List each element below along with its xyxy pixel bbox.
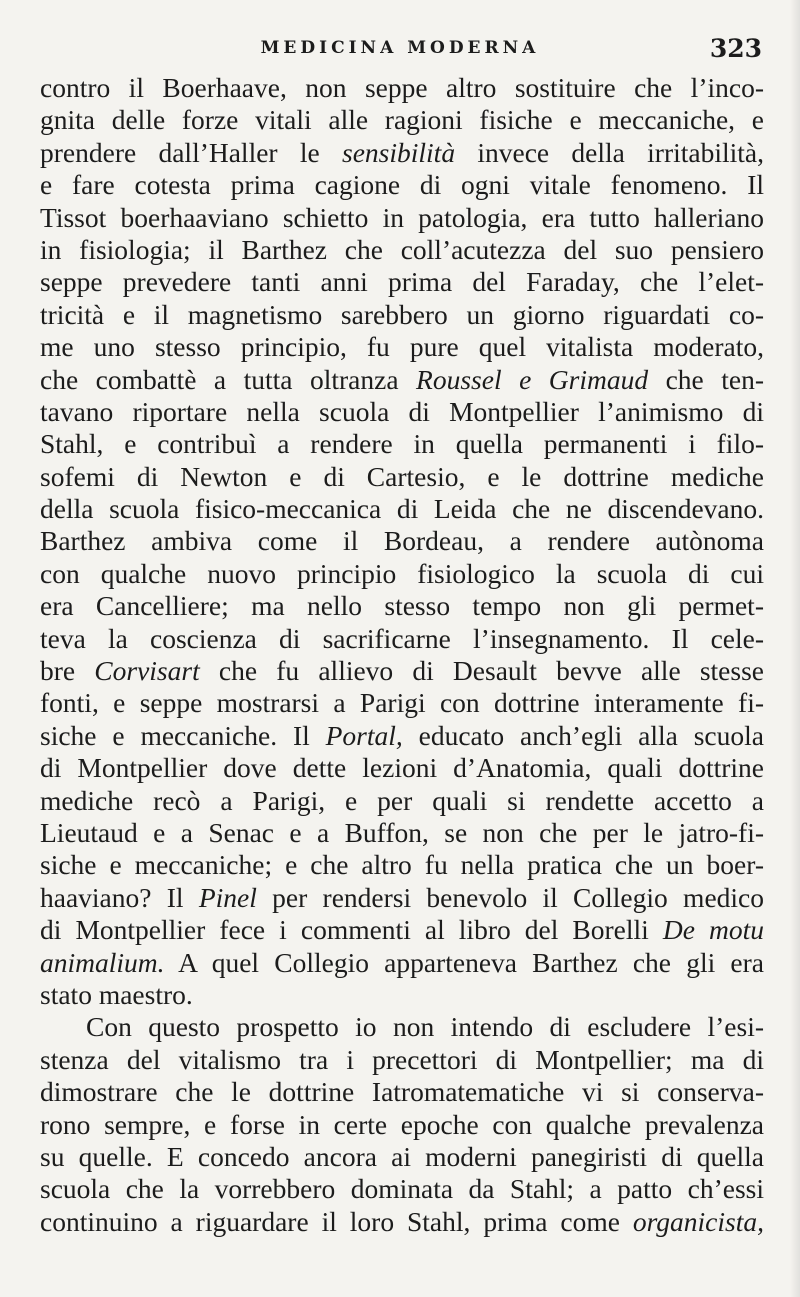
text-line: siche e meccaniche. Il Portal, educato anch’egli alla scuola xyxy=(40,719,764,751)
text-line: seppe prevedere tanti anni prima del Faraday, che l’elet- xyxy=(40,266,764,298)
text-line: prendere dall’Haller le sensibilità invece della irritabilità, xyxy=(40,136,764,168)
text-line: rono sempre, e forse in certe epoche con qualche prevalenza xyxy=(40,1108,764,1140)
text-line: teva la coscienza di sacrificarne l’insegnamento. Il cele- xyxy=(40,622,764,654)
text-line: e fare cotesta prima cagione di ogni vitale fenomeno. Il xyxy=(40,169,764,201)
text-line: in fisiologia; il Barthez che coll’acutezza del suo pensiero xyxy=(40,233,764,265)
text-line: tavano riportare nella scuola di Montpellier l’animismo di xyxy=(40,395,764,427)
text-line: di Montpellier fece i commenti al libro del Borelli De motu xyxy=(40,914,764,946)
text-line: della scuola fisico-meccanica di Leida che ne discendevano. xyxy=(40,493,764,525)
running-title: MEDICINA MODERNA xyxy=(260,38,540,58)
text-line: bre Corvisart che fu allievo di Desault bevve alle stesse xyxy=(40,655,764,687)
page-number: 323 xyxy=(709,34,762,63)
text-line: Con questo prospetto io non intendo di escludere l’esi- xyxy=(86,1011,764,1043)
scan-edge-shadow xyxy=(790,0,800,1297)
text-line: con qualche nuovo principio fisiologico la scuola di cui xyxy=(40,557,764,589)
text-line: siche e meccaniche; e che altro fu nella pratica che un boer- xyxy=(40,849,764,881)
text-line: stenza del vitalismo tra i precettori di Montpellier; ma di xyxy=(40,1043,764,1075)
text-line: di Montpellier dove dette lezioni d’Anatomia, quali dottrine xyxy=(40,752,764,784)
text-line: tricità e il magnetismo sarebbero un giorno riguardati co- xyxy=(40,298,764,330)
running-header xyxy=(0,34,800,64)
text-line: dimostrare che le dottrine Iatromatematiche vi si conserva- xyxy=(40,1076,764,1108)
text-line: contro il Boerhaave, non seppe altro sostituire che l’inco- xyxy=(40,72,764,103)
text-line: stato maestro. xyxy=(40,978,193,1010)
text-line: sofemi di Newton e di Cartesio, e le dottrine mediche xyxy=(40,460,764,492)
text-line: me uno stesso principio, fu pure quel vitalista moderato, xyxy=(40,331,764,363)
text-line: Lieutaud e a Senac e a Buffon, se non che per le jatro-fi- xyxy=(40,816,764,848)
text-line: su quelle. E concedo ancora ai moderni panegiristi di quella xyxy=(40,1140,764,1172)
text-line: Barthez ambiva come il Bordeau, a rendere autònoma xyxy=(40,525,764,557)
text-line: era Cancelliere; ma nello stesso tempo non gli permet- xyxy=(40,590,764,622)
body-text xyxy=(40,72,764,1238)
text-line: che combattè a tutta oltranza Roussel e Grimaud che ten- xyxy=(40,363,764,395)
text-line: continuino a riguardare il loro Stahl, prima come organicista, xyxy=(40,1205,764,1237)
text-line: animalium. A quel Collegio apparteneva Barthez che gli era xyxy=(40,946,764,978)
text-line: fonti, e seppe mostrarsi a Parigi con dottrine interamente fi- xyxy=(40,687,764,719)
text-line: haaviano? Il Pinel per rendersi benevolo il Collegio medico xyxy=(40,881,764,913)
text-line: mediche recò a Parigi, e per quali si rendette accetto a xyxy=(40,784,764,816)
text-line: Stahl, e contribuì a rendere in quella permanenti i filo- xyxy=(40,428,764,460)
text-line: gnita delle forze vitali alle ragioni fisiche e meccaniche, e xyxy=(40,104,764,136)
text-line: Tissot boerhaaviano schietto in patologia, era tutto halleriano xyxy=(40,201,764,233)
text-line: scuola che la vorrebbero dominata da Stahl; a patto ch’essi xyxy=(40,1173,764,1205)
